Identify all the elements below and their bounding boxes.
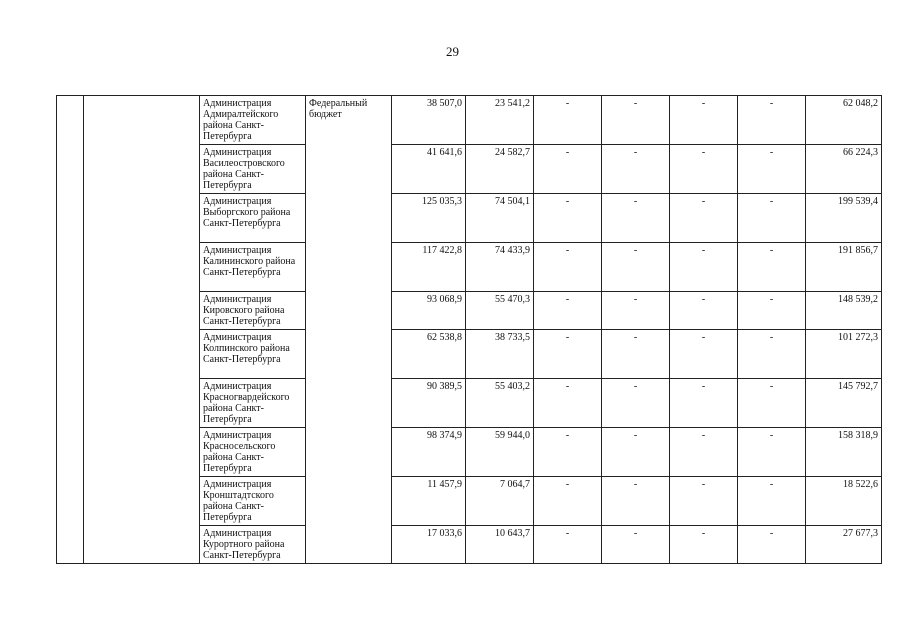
value-1-cell: 98 374,9 bbox=[392, 428, 466, 477]
value-2-cell: 55 403,2 bbox=[466, 379, 534, 428]
dash-cell: - bbox=[738, 145, 806, 194]
value-1-cell: 41 641,6 bbox=[392, 145, 466, 194]
value-1-cell: 90 389,5 bbox=[392, 379, 466, 428]
total-cell: 191 856,7 bbox=[806, 243, 882, 292]
dash-cell: - bbox=[602, 194, 670, 243]
value-2-cell: 59 944,0 bbox=[466, 428, 534, 477]
dash-cell: - bbox=[670, 379, 738, 428]
dash-cell: - bbox=[670, 96, 738, 145]
dash-cell: - bbox=[738, 526, 806, 564]
dash-cell: - bbox=[534, 526, 602, 564]
dash-cell: - bbox=[534, 194, 602, 243]
dash-cell: - bbox=[738, 292, 806, 330]
org-cell: Администрация Выборгского района Санкт-Петербурга bbox=[200, 194, 306, 243]
total-cell: 18 522,6 bbox=[806, 477, 882, 526]
dash-cell: - bbox=[738, 379, 806, 428]
value-1-cell: 38 507,0 bbox=[392, 96, 466, 145]
dash-cell: - bbox=[738, 194, 806, 243]
budget-table bbox=[56, 95, 882, 564]
org-cell: Администрация Кронштадтского района Санкт-Петербурга bbox=[200, 477, 306, 526]
dash-cell: - bbox=[670, 526, 738, 564]
value-1-cell: 17 033,6 bbox=[392, 526, 466, 564]
dash-cell: - bbox=[534, 330, 602, 379]
dash-cell: - bbox=[670, 477, 738, 526]
org-cell: Администрация Адмиралтейского района Санкт-Петербурга bbox=[200, 96, 306, 145]
dash-cell: - bbox=[534, 292, 602, 330]
blank-col-1 bbox=[57, 96, 84, 564]
dash-cell: - bbox=[602, 477, 670, 526]
value-2-cell: 24 582,7 bbox=[466, 145, 534, 194]
dash-cell: - bbox=[602, 330, 670, 379]
dash-cell: - bbox=[738, 477, 806, 526]
dash-cell: - bbox=[534, 96, 602, 145]
dash-cell: - bbox=[670, 428, 738, 477]
value-1-cell: 117 422,8 bbox=[392, 243, 466, 292]
total-cell: 199 539,4 bbox=[806, 194, 882, 243]
dash-cell: - bbox=[602, 145, 670, 194]
dash-cell: - bbox=[670, 330, 738, 379]
dash-cell: - bbox=[670, 145, 738, 194]
dash-cell: - bbox=[602, 96, 670, 145]
value-1-cell: 125 035,3 bbox=[392, 194, 466, 243]
total-cell: 101 272,3 bbox=[806, 330, 882, 379]
dash-cell: - bbox=[738, 96, 806, 145]
dash-cell: - bbox=[670, 194, 738, 243]
dash-cell: - bbox=[534, 428, 602, 477]
total-cell: 62 048,2 bbox=[806, 96, 882, 145]
dash-cell: - bbox=[738, 243, 806, 292]
total-cell: 158 318,9 bbox=[806, 428, 882, 477]
value-1-cell: 62 538,8 bbox=[392, 330, 466, 379]
dash-cell: - bbox=[602, 243, 670, 292]
org-cell: Администрация Красногвардейского района Санкт-Петербурга bbox=[200, 379, 306, 428]
value-2-cell: 23 541,2 bbox=[466, 96, 534, 145]
value-1-cell: 93 068,9 bbox=[392, 292, 466, 330]
org-cell: Администрация Калининского района Санкт-Петербурга bbox=[200, 243, 306, 292]
dash-cell: - bbox=[534, 145, 602, 194]
page-number: 29 bbox=[446, 44, 459, 59]
dash-cell: - bbox=[670, 243, 738, 292]
source-cell: Федеральный бюджет bbox=[306, 96, 392, 564]
blank-col-2 bbox=[84, 96, 200, 564]
total-cell: 66 224,3 bbox=[806, 145, 882, 194]
org-cell: Администрация Василеостровского района Санкт-Петербурга bbox=[200, 145, 306, 194]
total-cell: 145 792,7 bbox=[806, 379, 882, 428]
dash-cell: - bbox=[602, 428, 670, 477]
org-cell: Администрация Кировского района Санкт-Петербурга bbox=[200, 292, 306, 330]
total-cell: 27 677,3 bbox=[806, 526, 882, 564]
value-2-cell: 74 433,9 bbox=[466, 243, 534, 292]
value-2-cell: 38 733,5 bbox=[466, 330, 534, 379]
value-2-cell: 7 064,7 bbox=[466, 477, 534, 526]
org-cell: Администрация Курортного района Санкт-Петербурга bbox=[200, 526, 306, 564]
dash-cell: - bbox=[534, 243, 602, 292]
table-row bbox=[57, 96, 882, 145]
org-cell: Администрация Красносельского района Санкт-Петербурга bbox=[200, 428, 306, 477]
dash-cell: - bbox=[602, 379, 670, 428]
dash-cell: - bbox=[602, 526, 670, 564]
value-1-cell: 11 457,9 bbox=[392, 477, 466, 526]
dash-cell: - bbox=[670, 292, 738, 330]
dash-cell: - bbox=[738, 330, 806, 379]
total-cell: 148 539,2 bbox=[806, 292, 882, 330]
table-body bbox=[57, 96, 882, 564]
value-2-cell: 10 643,7 bbox=[466, 526, 534, 564]
value-2-cell: 74 504,1 bbox=[466, 194, 534, 243]
org-cell: Администрация Колпинского района Санкт-Петербурга bbox=[200, 330, 306, 379]
value-2-cell: 55 470,3 bbox=[466, 292, 534, 330]
dash-cell: - bbox=[534, 379, 602, 428]
dash-cell: - bbox=[602, 292, 670, 330]
dash-cell: - bbox=[534, 477, 602, 526]
dash-cell: - bbox=[738, 428, 806, 477]
